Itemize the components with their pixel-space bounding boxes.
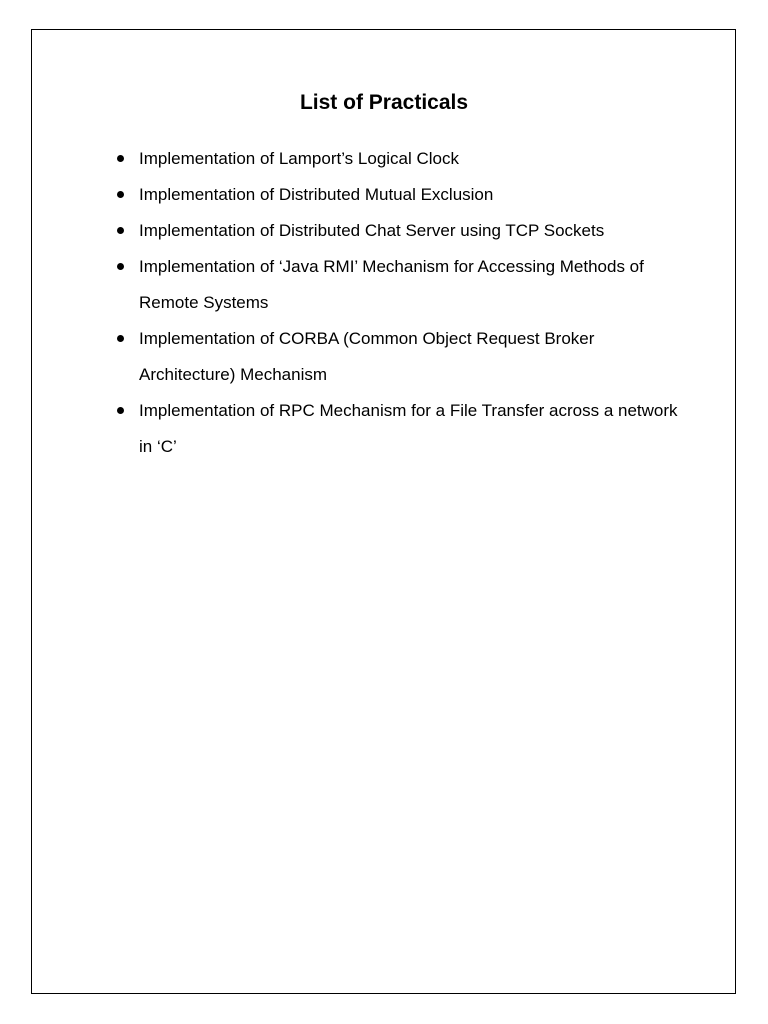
bullet-icon <box>117 335 124 342</box>
list-item <box>139 321 679 393</box>
page-title: List of Practicals <box>299 91 469 114</box>
practical-text: Implementation of Lamport’s Logical Clock <box>139 149 460 168</box>
list-item <box>139 177 679 213</box>
bullet-icon <box>117 263 124 270</box>
bullet-icon <box>117 155 124 162</box>
bullet-icon <box>117 191 124 198</box>
list-item <box>139 393 679 465</box>
practical-text: Implementation of CORBA (Common Object Request Broker Architecture) Mechanism <box>139 329 595 384</box>
practical-text: Implementation of Distributed Chat Server using TCP Sockets <box>139 221 605 240</box>
bullet-icon <box>117 227 124 234</box>
practical-text: Implementation of Distributed Mutual Exclusion <box>139 185 494 204</box>
list-item <box>139 249 679 321</box>
bullet-icon <box>117 407 124 414</box>
list-item <box>139 213 679 249</box>
practical-list <box>139 141 679 465</box>
practical-text: Implementation of RPC Mechanism for a File Transfer across a network in ‘C’ <box>139 401 678 456</box>
practical-text: Implementation of ‘Java RMI’ Mechanism for Accessing Methods of Remote Systems <box>139 257 644 312</box>
list-item <box>139 141 679 177</box>
